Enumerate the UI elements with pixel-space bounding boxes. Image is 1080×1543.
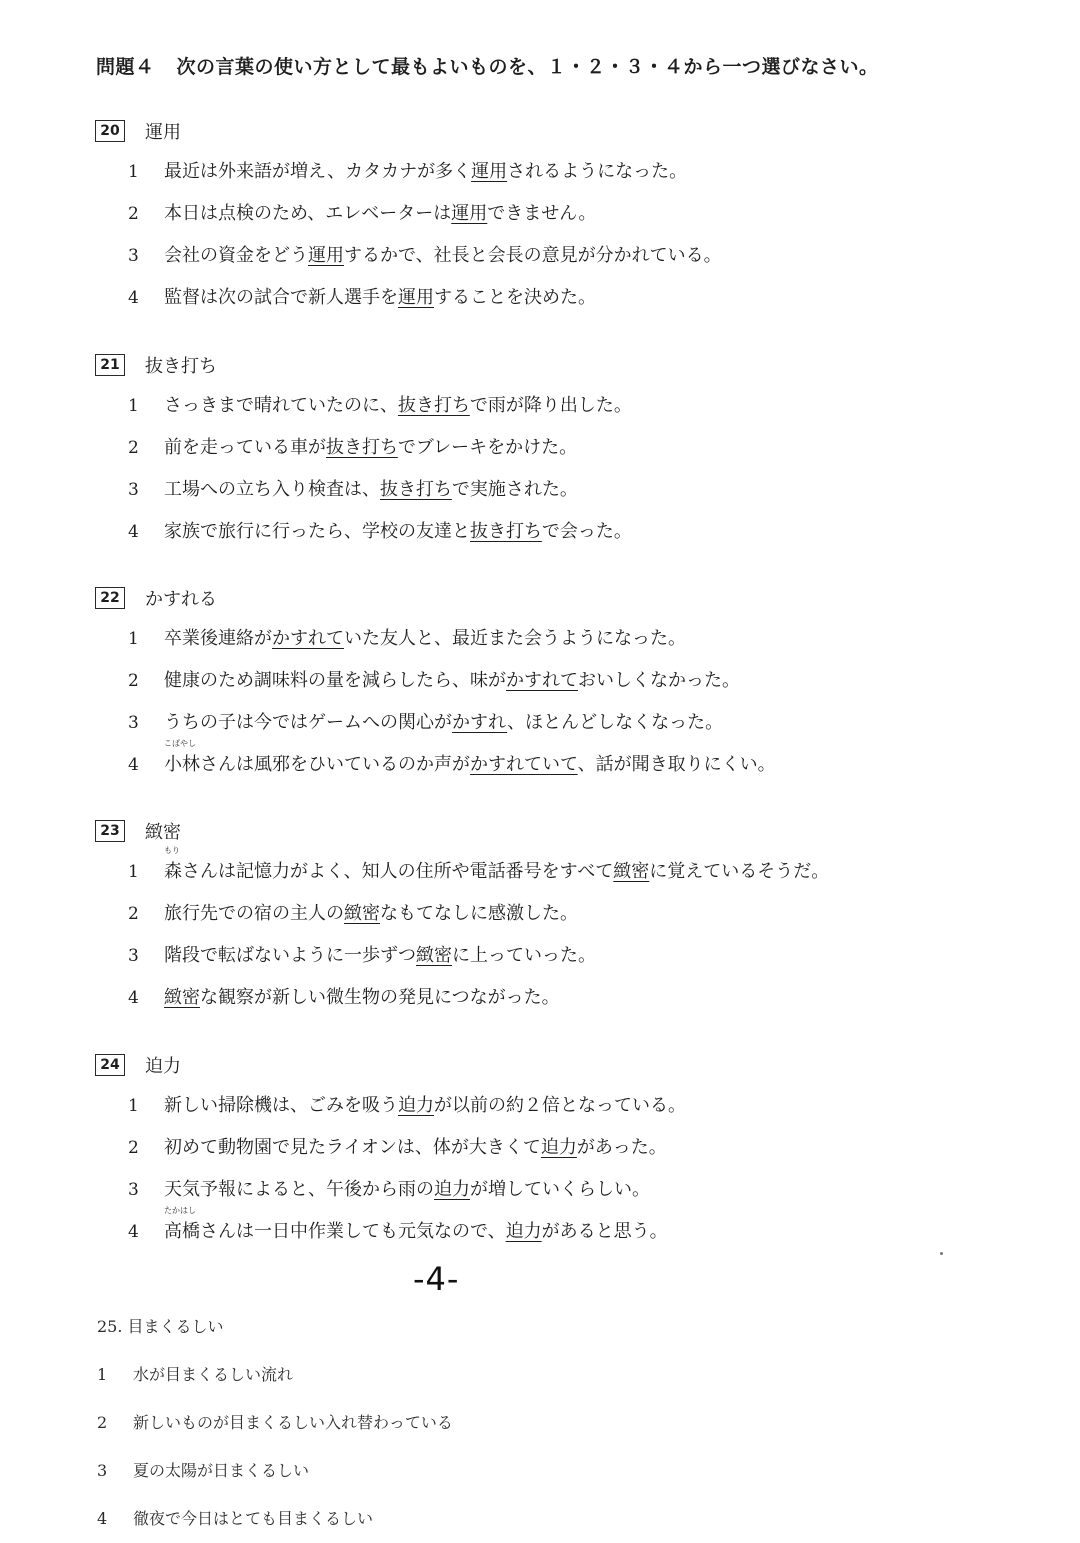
option-2[interactable] <box>128 667 740 695</box>
option-text-after: があった。 <box>576 1137 667 1158</box>
option-text-before: さっきまで晴れていたのに、 <box>164 395 398 416</box>
option-number: 2 <box>128 904 139 924</box>
page-number: -4- <box>413 1260 460 1298</box>
option-text-after: があると思う。 <box>541 1221 668 1242</box>
option-number: 2 <box>128 1138 139 1158</box>
underlined-target-word: 緻密 <box>164 987 200 1008</box>
underlined-target-word: かすれて <box>506 670 578 691</box>
option-number: 4 <box>128 522 139 542</box>
option-text-after: できません。 <box>487 203 597 224</box>
section-header <box>96 52 879 79</box>
extra-option-4[interactable] <box>97 1506 373 1529</box>
question-title <box>95 1052 181 1078</box>
option-number: 1 <box>128 1096 139 1116</box>
option-number: 2 <box>128 671 139 691</box>
extra-option-3[interactable] <box>97 1458 309 1481</box>
section-label: 問題４ <box>96 56 155 78</box>
furigana: たかはし <box>164 1206 196 1215</box>
option-2[interactable] <box>128 434 577 462</box>
option-number: 3 <box>128 246 139 266</box>
ruby-base: 高橋 <box>164 1221 200 1242</box>
option-text-before: 最近は外来語が増え、カタカナが多く <box>164 161 472 182</box>
extra-question-title: 25. 目まくるしい <box>97 1317 224 1336</box>
question-number-box: 23 <box>95 820 125 842</box>
option-number: 1 <box>128 862 139 882</box>
option-text-after: おいしくなかった。 <box>578 670 740 691</box>
extra-option-1[interactable] <box>97 1362 293 1385</box>
option-number: 4 <box>128 988 139 1008</box>
question-number-box: 24 <box>95 1054 125 1076</box>
option-text-before: 天気予報によると、午後から雨の <box>164 1179 434 1200</box>
option-1[interactable] <box>128 625 686 653</box>
option-text-before: 工場への立ち入り検査は、 <box>164 479 380 500</box>
option-text-after: に上っていった。 <box>452 945 596 966</box>
ruby-word <box>164 739 200 779</box>
ruby-word <box>164 846 182 886</box>
underlined-target-word: 緻密 <box>344 903 380 924</box>
underlined-target-word: 抜き打ち <box>398 395 470 416</box>
ruby-word <box>164 1206 200 1246</box>
option-number: 4 <box>128 755 139 775</box>
option-text: 新しいものが目まくるしい入れ替わっている <box>133 1413 453 1432</box>
extra-option-2[interactable] <box>97 1410 453 1433</box>
question-number-box: 21 <box>95 354 125 376</box>
ruby-base: 小林 <box>164 754 200 775</box>
option-text-before: 本日は点検のため、エレベーターは <box>164 203 452 224</box>
question-word: 迫力 <box>145 1056 181 1077</box>
option-number: 2 <box>128 438 139 458</box>
underlined-target-word: 運用 <box>451 203 488 224</box>
option-number: 2 <box>128 204 139 224</box>
option-text-before: 初めて動物園で見たライオンは、体が大きくて <box>164 1137 541 1158</box>
option-text-after: することを決めた。 <box>434 287 596 308</box>
underlined-target-word: かすれ <box>452 712 508 733</box>
option-number: 1 <box>97 1365 108 1384</box>
furigana: こばやし <box>164 739 196 748</box>
question-title <box>95 818 181 844</box>
question-word: かすれる <box>145 589 217 610</box>
question-number-box: 20 <box>95 120 125 142</box>
option-3[interactable] <box>128 1176 650 1204</box>
option-text-after: で雨が降り出した。 <box>469 395 632 416</box>
underlined-target-word: 迫力 <box>398 1095 434 1116</box>
option-text: 夏の太陽が日まくるしい <box>133 1461 310 1480</box>
option-text-after: が増していくらしい。 <box>470 1179 650 1200</box>
option-text-before: 家族で旅行に行ったら、学校の友達と <box>164 521 470 542</box>
option-number: 4 <box>97 1509 108 1528</box>
option-text-after: 、ほとんどしなくなった。 <box>507 712 724 733</box>
option-4[interactable] <box>128 518 632 546</box>
question-number-box: 22 <box>95 587 125 609</box>
option-text-after: が以前の約２倍となっている。 <box>434 1095 686 1116</box>
underlined-target-word: 運用 <box>471 161 508 182</box>
option-number: 3 <box>128 1180 139 1200</box>
option-2[interactable] <box>128 900 578 928</box>
option-number: 2 <box>97 1413 108 1432</box>
question-word: 抜き打ち <box>145 356 217 377</box>
question-word: 運用 <box>145 122 181 143</box>
option-text-before: さんは記憶力がよく、知人の住所や電話番号をすべて <box>182 861 614 882</box>
option-text-before: うちの子は今ではゲームへの関心が <box>164 712 452 733</box>
option-text-after: に覚えているそうだ。 <box>649 861 830 882</box>
option-text-after: 、話が聞き取りにくい。 <box>577 754 776 775</box>
option-3[interactable] <box>128 709 723 737</box>
option-number: 3 <box>128 946 139 966</box>
underlined-target-word: 緻密 <box>613 861 650 882</box>
option-text-after: で会った。 <box>541 521 632 542</box>
underlined-target-word: かすれて <box>272 628 344 649</box>
option-text-before: 会社の資金をどう <box>164 245 308 266</box>
option-text-after: されるようになった。 <box>507 161 688 182</box>
underlined-target-word: 迫力 <box>505 1221 542 1242</box>
option-text-after: なもてなしに感激した。 <box>380 903 578 924</box>
underlined-target-word: 運用 <box>398 287 434 308</box>
option-text-after: いた友人と、最近また会うようになった。 <box>344 628 686 649</box>
option-text-before: 前を走っている車が <box>164 437 326 458</box>
option-text-after: するかで、社長と会長の意見が分かれている。 <box>344 245 722 266</box>
option-1[interactable] <box>128 158 687 186</box>
question-word: 緻密 <box>145 822 181 843</box>
underlined-target-word: 運用 <box>308 245 344 266</box>
option-text-before: さんは一日中作業しても元気なので、 <box>200 1221 506 1242</box>
option-2[interactable] <box>128 1134 667 1162</box>
option-1[interactable] <box>128 846 830 886</box>
option-4[interactable] <box>128 284 596 312</box>
scan-speck <box>940 1252 943 1255</box>
option-2[interactable] <box>128 200 596 228</box>
option-text: 水が目まくるしい流れ <box>133 1365 294 1384</box>
option-3[interactable] <box>128 476 578 504</box>
option-text-after: でブレーキをかけた。 <box>397 437 578 458</box>
option-number: 1 <box>128 629 139 649</box>
option-text-before: 監督は次の試合で新人選手を <box>164 287 398 308</box>
underlined-target-word: かすれていて <box>470 754 578 775</box>
option-text-before: 階段で転ばないように一歩ずつ <box>164 945 416 966</box>
option-4[interactable] <box>128 1206 668 1246</box>
option-text-before: 旅行先での宿の主人の <box>164 903 344 924</box>
question-title <box>95 352 217 378</box>
option-number: 3 <box>128 713 139 733</box>
option-text-after: で実施された。 <box>451 479 578 500</box>
ruby-base: 森 <box>164 861 182 882</box>
option-text-before: さんは風邪をひいているのか声が <box>200 754 470 775</box>
option-text-after: な観察が新しい微生物の発見につながった。 <box>200 987 560 1008</box>
furigana: もり <box>164 846 180 855</box>
option-3[interactable] <box>128 242 722 270</box>
option-number: 4 <box>128 1222 139 1242</box>
section-instruction: 次の言葉の使い方として最もよいものを、１・２・３・４から一つ選びなさい。 <box>176 56 879 78</box>
option-text-before: 健康のため調味料の量を減らしたら、味が <box>164 670 506 691</box>
underlined-target-word: 迫力 <box>540 1137 577 1158</box>
question-title <box>95 118 181 144</box>
option-number: 4 <box>128 288 139 308</box>
option-number: 1 <box>128 162 139 182</box>
underlined-target-word: 迫力 <box>434 1179 470 1200</box>
underlined-target-word: 緻密 <box>416 945 452 966</box>
question-title <box>95 585 217 611</box>
option-number: 1 <box>128 396 139 416</box>
option-4[interactable] <box>128 739 776 779</box>
option-1[interactable] <box>128 392 632 420</box>
underlined-target-word: 抜き打ち <box>380 479 452 500</box>
option-number: 3 <box>97 1461 108 1480</box>
option-3[interactable] <box>128 942 596 970</box>
option-number: 3 <box>128 480 139 500</box>
option-text-before: 新しい掃除機は、ごみを吸う <box>164 1095 398 1116</box>
option-1[interactable] <box>128 1092 686 1120</box>
underlined-target-word: 抜き打ち <box>470 521 542 542</box>
option-text-before: 卒業後連絡が <box>164 628 272 649</box>
option-text: 徹夜で今日はとても目まくるしい <box>133 1509 374 1528</box>
underlined-target-word: 抜き打ち <box>326 437 398 458</box>
option-4[interactable] <box>128 984 560 1012</box>
